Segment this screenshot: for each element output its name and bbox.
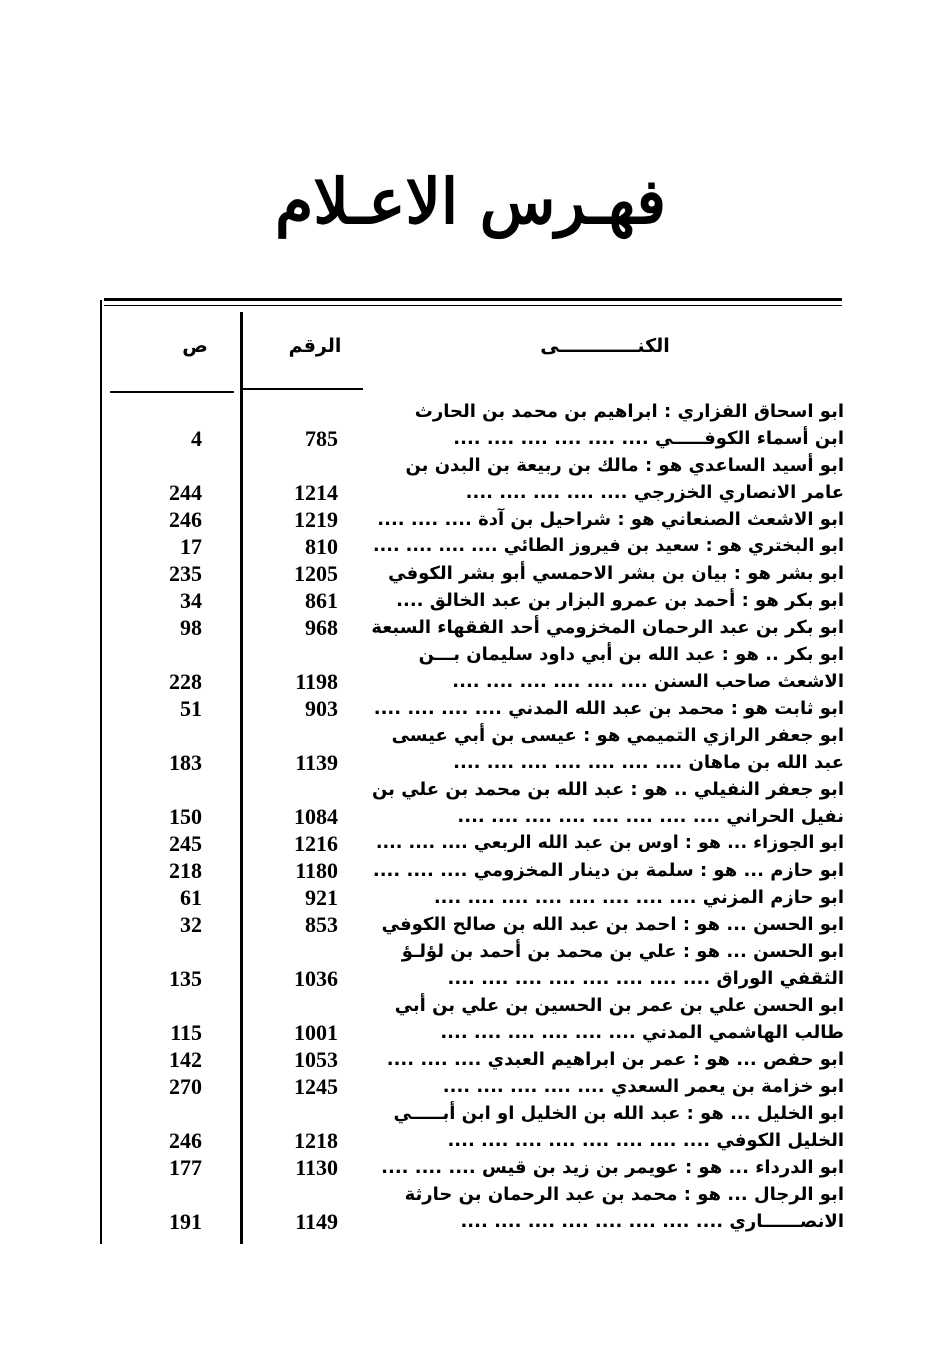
index-row [169,1073,844,1100]
index-row [362,1181,844,1208]
entry-text: ابو بشر هو : بيان بن بشر الاحمسي أبو بشر الكوفي [388,563,844,584]
top-rule-thin [104,305,842,306]
entry-number: 1214 [294,480,338,505]
entry-number: 1198 [295,669,338,694]
entry-page: 98 [180,615,202,640]
entry-text: ابو الحسن ... هو : علي بن محمد بن أحمد بن لؤلـؤ [401,941,844,962]
entry-page: 61 [180,885,202,910]
entry-text: ابو خزامة بن يعمر السعدي .... .... .... .... .... [442,1076,844,1097]
index-entries [169,398,844,1235]
entry-text: ابو بكر هو : أحمد بن عمرو البزار بن عبد الخالق .... [396,590,844,611]
index-row [169,479,844,506]
entry-text: الخليل الكوفي .... .... .... .... .... .... .... .... [447,1130,844,1151]
entry-text: الثقفي الوراق .... .... .... .... .... .... .... .... [447,968,844,989]
index-row [169,830,844,857]
entry-page: 51 [180,696,202,721]
index-row [362,992,844,1019]
entry-text: ابو الخليل ... هو : عبد الله بن الخليل او ابن أبـــــي [393,1103,844,1124]
entry-page: 177 [169,1155,202,1180]
header-page: ص [182,335,208,357]
entry-page: 135 [169,966,202,991]
entry-page: 17 [180,534,202,559]
entry-text: طالب الهاشمي المدني .... .... .... .... .... .... [440,1022,844,1043]
entry-number: 1036 [294,966,338,991]
entry-number: 861 [305,588,338,613]
entry-number: 968 [305,615,338,640]
entry-text: ابو بكر .. هو : عبد الله بن أبي داود سليمان بـــن [418,644,844,665]
entry-number: 810 [305,534,338,559]
index-row [362,938,844,965]
index-row [169,857,844,884]
index-row [169,560,844,587]
index-row [169,1154,844,1181]
entry-page: 183 [169,750,202,775]
index-row [180,884,844,911]
entry-text: ابو البختري هو : سعيد بن فيروز الطائي .... .... .... .... [373,536,844,556]
index-row [170,1019,844,1046]
index-row [169,965,844,992]
entry-text: ابو الاشعث الصنعاني هو : شراحيل بن آدة .... .... .... [377,509,844,530]
entry-page: 244 [169,480,202,505]
entry-page: 191 [169,1209,202,1234]
index-row [362,641,844,668]
index-row [169,506,844,533]
entry-page: 32 [180,912,202,937]
entry-text: عامر الانصاري الخزرجي .... .... .... .... .... [465,482,844,503]
entry-page: 142 [169,1047,202,1072]
entry-page: 4 [191,426,202,451]
header-rule-page [110,391,234,393]
header-kuna: الكنــــــــــــى [540,335,670,357]
entry-text: ابو حازم المزني .... .... .... .... .... .... .... .... [433,887,844,908]
index-row [180,614,844,641]
entry-number: 903 [305,696,338,721]
index-row [169,749,844,776]
entry-text: ابو اسحاق الفزاري : ابراهيم بن محمد بن الحارث [414,401,844,422]
index-row [169,668,844,695]
entry-text: نفيل الحراني .... .... .... .... .... .... .... .... [457,806,844,827]
index-row [362,776,844,803]
page-title: فهـرس الاعـلام [275,165,666,238]
index-row [169,1046,844,1073]
entry-number: 1149 [295,1209,338,1234]
entry-number: 1001 [294,1020,338,1045]
entry-text: ابو جعفر النفيلي .. هو : عبد الله بن محمد بن علي بن [371,779,844,800]
entry-page: 150 [169,804,202,829]
entry-number: 1219 [294,507,338,532]
entry-number: 1216 [294,831,338,856]
entry-page: 245 [169,831,202,856]
index-row [169,1127,844,1154]
entry-page: 115 [170,1020,202,1045]
header-number: الرقم [288,335,342,357]
entry-text: ابو بكر بن عبد الرحمان المخزومي أحد الفقهاء السبعة [371,617,844,638]
entry-number: 1218 [294,1128,338,1153]
index-row [180,533,844,560]
entry-page: 246 [169,507,202,532]
index-row [362,398,844,425]
entry-text: ابو حازم ... هو : سلمة بن دينار المخزومي .... .... .... [372,860,844,881]
header-rule-number [243,388,363,390]
entry-number: 1139 [295,750,338,775]
index-row [169,803,844,830]
entry-number: 853 [305,912,338,937]
entry-number: 1130 [295,1155,338,1180]
index-row [362,722,844,749]
entry-text: الاشعث صاحب السنن .... .... .... .... .... .... [452,671,844,692]
entry-page: 228 [169,669,202,694]
entry-number: 1245 [294,1074,338,1099]
index-row [362,1100,844,1127]
entry-text: الانصــــــاري .... .... .... .... .... .... .... .... [460,1211,844,1232]
entry-number: 1053 [294,1047,338,1072]
entry-text: ابو أسيد الساعدي هو : مالك بن ربيعة بن البدن بن [405,455,844,476]
entry-text: ابو الرجال ... هو : محمد بن عبد الرحمان بن حارثة [404,1184,844,1205]
entry-page: 270 [169,1074,202,1099]
entry-page: 34 [180,588,202,613]
entry-number: 1084 [294,804,338,829]
index-row [180,695,844,722]
index-row [362,452,844,479]
entry-text: ابو الجوزاء ... هو : اوس بن عبد الله الربعي .... .... .... [375,833,844,853]
index-row [180,587,844,614]
entry-page: 246 [169,1128,202,1153]
top-rule-thick [104,298,842,301]
entry-page: 218 [169,858,202,883]
index-row [169,1208,844,1235]
entry-text: ابو الحسن ... هو : احمد بن عبد الله بن صالح الكوفي [381,914,844,935]
entry-number: 1180 [295,858,338,883]
entry-text: ابو ثابت هو : محمد بن عبد الله المدني .... .... .... .... [373,698,844,719]
index-row [191,425,844,452]
entry-text: ابو جعفر الرازي التميمي هو : عيسى بن أبي عيسى [391,725,844,746]
entry-text: عبد الله بن ماهان .... .... .... .... .... .... .... [453,752,844,773]
entry-text: ابو الحسن علي بن عمر بن الحسين بن علي بن أبي [394,995,844,1016]
entry-page: 235 [169,561,202,586]
entry-number: 921 [305,885,338,910]
entry-number: 1205 [294,561,338,586]
entry-text: ابو حفص ... هو : عمر بن ابراهيم العبدي .... .... .... [386,1049,844,1070]
index-row [180,911,844,938]
entry-text: ابو الدرداء ... هو : عويمر بن زيد بن قيس .... .... .... [381,1157,844,1178]
entry-text: ابن أسماء الكوفـــــي .... .... .... .... .... .... [453,428,844,449]
entry-number: 785 [305,426,338,451]
